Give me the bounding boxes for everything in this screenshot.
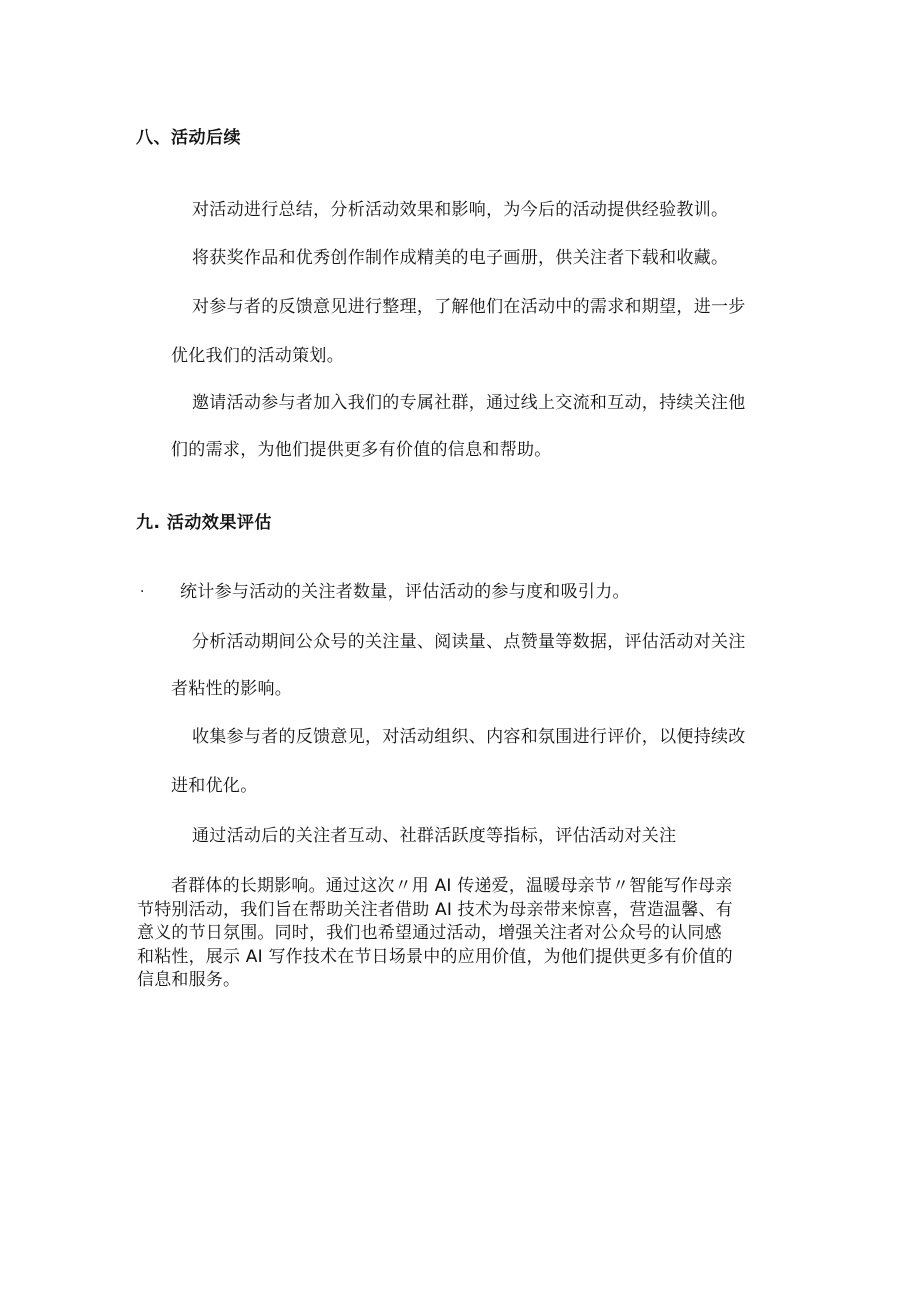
summary-line-5: 信息和服务。: [137, 970, 241, 990]
section-8-heading: 八、活动后续: [136, 128, 241, 148]
s9-item-2-line-1: 分析活动期间公众号的关注量、阅读量、点赞量等数据，评估活动对关注: [192, 632, 746, 652]
summary-line-2: 节特别活动，我们旨在帮助关注者借助 AI 技术为母亲带来惊喜，营造温馨、有: [137, 899, 733, 920]
s9-item-2-line-2: 者粘性的影响。: [171, 679, 293, 699]
s8-item-4-line-1: 邀请活动参与者加入我们的专属社群，通过线上交流和互动，持续关注他: [192, 393, 746, 413]
s8-item-2-line-1: 将获奖作品和优秀创作制作成精美的电子画册，供关注者下载和收藏。: [192, 248, 729, 268]
summary-line-4: 和粘性，展示 AI 写作技术在节日场景中的应用价值，为他们提供更多有价值的: [137, 946, 733, 967]
s9-item-1-line-1: 统计参与活动的关注者数量，评估活动的参与度和吸引力。: [180, 582, 630, 602]
summary-line-1: 者群体的长期影响。通过这次〃用 AI 传递爱，温暖母亲节〃智能写作母亲: [171, 876, 733, 896]
s8-item-1-line-1: 对活动进行总结，分析活动效果和影响，为今后的活动提供经验教训。: [192, 200, 729, 220]
s9-item-3-line-2: 进和优化。: [171, 776, 258, 796]
summary-line-3: 意义的节日氛围。同时，我们也希望通过活动，增强关注者对公众号的认同感: [137, 923, 722, 943]
s9-item-4-line-1: 通过活动后的关注者互动、社群活跃度等指标，评估活动对关注: [192, 826, 677, 846]
s9-item-3-line-1: 收集参与者的反馈意见，对活动组织、内容和氛围进行评价，以便持续改: [192, 727, 746, 747]
list-marker: .: [140, 580, 145, 596]
s8-item-3-line-1: 对参与者的反馈意见进行整理，了解他们在活动中的需求和期望，进一步: [192, 297, 746, 317]
summary-paragraph: [137, 875, 787, 993]
s8-item-4-line-2: 们的需求，为他们提供更多有价值的信息和帮助。: [171, 440, 552, 460]
section-9-heading: 九. 活动效果评估: [136, 513, 272, 533]
s8-item-3-line-2: 优化我们的活动策划。: [171, 346, 344, 366]
